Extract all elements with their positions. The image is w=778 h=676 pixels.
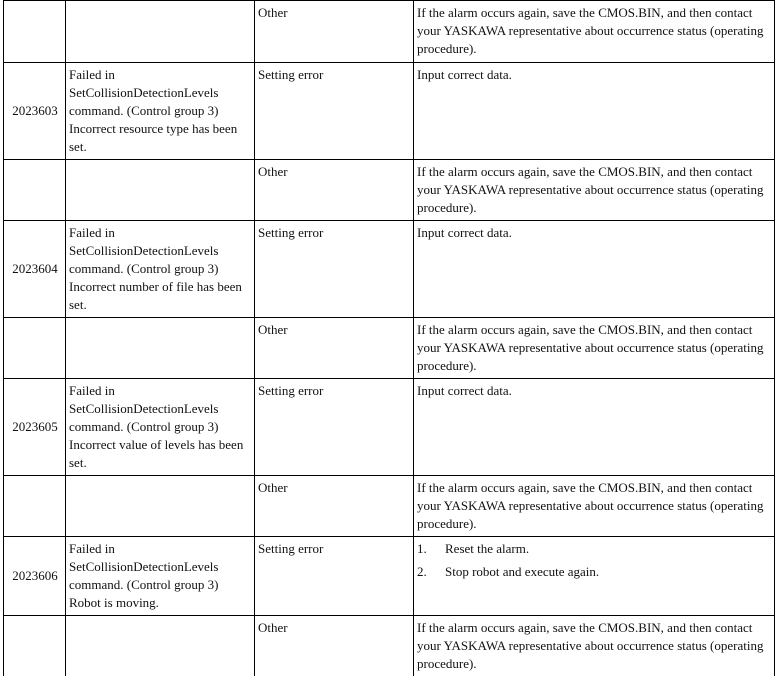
alarm-code: 2023606 bbox=[4, 537, 66, 616]
alarm-cause: Other bbox=[255, 476, 414, 537]
alarm-description: Failed in SetCollisionDetectionLevels command. (Control group 3) Incorrect number of file has been set. bbox=[66, 221, 255, 318]
list-item bbox=[417, 563, 772, 581]
alarm-cause: Other bbox=[255, 1, 414, 63]
alarm-description: Failed in SetCollisionDetectionLevels command. (Control group 3) Robot is moving. bbox=[66, 537, 255, 616]
alarm-description bbox=[66, 476, 255, 537]
table-row bbox=[4, 1, 775, 63]
alarm-cause: Setting error bbox=[255, 537, 414, 616]
step-text: Stop robot and execute again. bbox=[445, 564, 600, 579]
alarm-cause: Setting error bbox=[255, 379, 414, 476]
alarm-table bbox=[3, 0, 775, 676]
step-number: 1. bbox=[417, 541, 427, 556]
step-number: 2. bbox=[417, 564, 427, 579]
table-row bbox=[4, 221, 775, 318]
alarm-code bbox=[4, 616, 66, 676]
alarm-cause: Setting error bbox=[255, 221, 414, 318]
table-row bbox=[4, 537, 775, 616]
alarm-description bbox=[66, 1, 255, 63]
alarm-description: Failed in SetCollisionDetectionLevels command. (Control group 3) Incorrect value of levels has been set. bbox=[66, 379, 255, 476]
alarm-cause: Other bbox=[255, 318, 414, 379]
table-row bbox=[4, 476, 775, 537]
alarm-code bbox=[4, 318, 66, 379]
list-item bbox=[417, 540, 772, 558]
alarm-description bbox=[66, 160, 255, 221]
table-row bbox=[4, 318, 775, 379]
alarm-remedy: If the alarm occurs again, save the CMOS.BIN, and then contact your YASKAWA representative about occurrence status (operating procedure). bbox=[414, 160, 775, 221]
alarm-remedy: Input correct data. bbox=[414, 221, 775, 318]
alarm-cause: Setting error bbox=[255, 63, 414, 160]
alarm-description bbox=[66, 318, 255, 379]
alarm-cause: Other bbox=[255, 160, 414, 221]
alarm-remedy: If the alarm occurs again, save the CMOS.BIN, and then contact your YASKAWA representative about occurrence status (operating procedure). bbox=[414, 1, 775, 63]
alarm-remedy: If the alarm occurs again, save the CMOS.BIN, and then contact your YASKAWA representative about occurrence status (operating procedure). bbox=[414, 318, 775, 379]
alarm-remedy: If the alarm occurs again, save the CMOS.BIN, and then contact your YASKAWA representative about occurrence status (operating procedure). bbox=[414, 476, 775, 537]
table-row bbox=[4, 379, 775, 476]
alarm-code bbox=[4, 1, 66, 63]
alarm-remedy: Input correct data. bbox=[414, 379, 775, 476]
alarm-description bbox=[66, 616, 255, 676]
alarm-remedy: If the alarm occurs again, save the CMOS.BIN, and then contact your YASKAWA representative about occurrence status (operating procedure). bbox=[414, 616, 775, 676]
alarm-cause: Other bbox=[255, 616, 414, 676]
alarm-code: 2023605 bbox=[4, 379, 66, 476]
alarm-code: 2023604 bbox=[4, 221, 66, 318]
alarm-description: Failed in SetCollisionDetectionLevels command. (Control group 3) Incorrect resource type has been set. bbox=[66, 63, 255, 160]
step-text: Reset the alarm. bbox=[445, 541, 530, 556]
alarm-code bbox=[4, 476, 66, 537]
table-row bbox=[4, 160, 775, 221]
remedy-steps bbox=[417, 540, 772, 581]
alarm-remedy: Input correct data. bbox=[414, 63, 775, 160]
alarm-code bbox=[4, 160, 66, 221]
alarm-remedy bbox=[414, 537, 775, 616]
alarm-code: 2023603 bbox=[4, 63, 66, 160]
table-row bbox=[4, 63, 775, 160]
table-row bbox=[4, 616, 775, 676]
